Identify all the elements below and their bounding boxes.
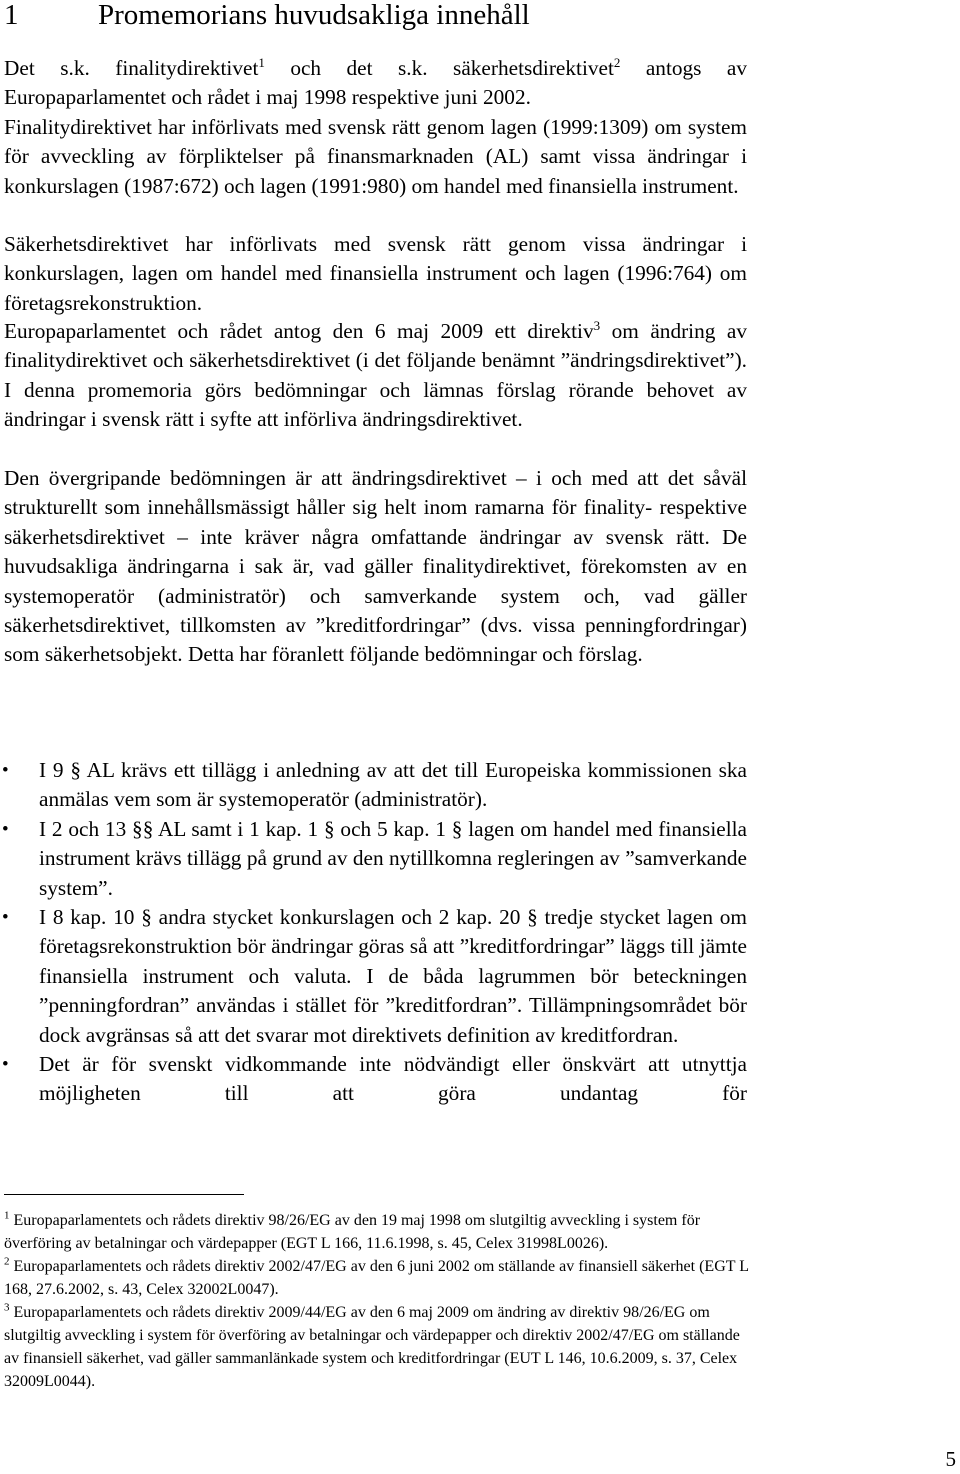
list-item-text: I 2 och 13 §§ AL samt i 1 kap. 1 § och 5 kap. 1 § lagen om handel med finansiella instrument krävs tillägg på grund av den nytillkomna regleringen av ”samverkande system”. (39, 816, 747, 900)
footnote-number: 2 (4, 1255, 10, 1268)
paragraph-amending-directive (4, 317, 747, 435)
paragraph-text: Europaparlamentet och rådet antog den 6 maj 2009 ett direktiv (4, 319, 594, 343)
footnote-3 (4, 1301, 749, 1393)
page-number: 5 (945, 1447, 956, 1471)
list-item (0, 1050, 747, 1109)
footnote-1 (4, 1209, 749, 1255)
bullet-icon: • (2, 760, 9, 781)
paragraph-directives-adopted (4, 54, 747, 113)
paragraph-overall-assessment: Den övergripande bedömningen är att ändringsdirektivet – i och med att det såväl strukturellt som innehållsmässigt håller sig helt inom ramarna för finality- respektive säkerhetsdirektivet – inte kräver några omfattande ändringar av svensk rätt. De huvudsakliga ändringarna i sak är, vad gäller finalitydirektivet, förekomsten av en systemoperatör (administratör) och samverkande system och, vad gäller säkerhetsdirektivet, tillkomsten av ”kreditfordringar” (dvs. vissa penningfordringar) som säkerhetsobjekt. Detta har föranlett följande bedömningar och förslag. (4, 466, 747, 667)
list-item-text: I 9 § AL krävs ett tillägg i anledning av att det till Europeiska kommissionen ska anmälas vem som är systemoperatör (administratör). (39, 758, 747, 812)
footnote-separator (4, 1194, 244, 1195)
list-item (0, 815, 747, 903)
bullet-icon: • (2, 1054, 9, 1076)
proposal-list (0, 756, 747, 1109)
paragraph-finality-implementation: Finalitydirektivet har införlivats med svensk rätt genom lagen (1999:1309) om system för avveckling av förpliktelser på finansmarknaden (AL) samt vissa ändringar i konkurslagen (1987:672) och lagen (1991:980) om handel med finansiella instrument. (4, 115, 747, 198)
paragraph-text: antogs av Europaparlamentet och rådet i maj 1998 respektive juni 2002. (4, 56, 748, 110)
list-item-text: I 8 kap. 10 § andra stycket konkurslagen och 2 kap. 20 § tredje stycket lagen om företagsrekonstruktion bör ändringar göras så att ”kreditfordringar” läggs till jämte finansiella instrument och valuta. I de båda lagrummen bör beteckningen ”penningfordran” användas i stället för ”kreditfordran”. Tillämpningsområdet bör dock avgränsas så att det svarar mot direktivets definition av kreditfordran. (39, 905, 747, 1047)
section-heading (4, 0, 530, 34)
footnotes (4, 1209, 749, 1393)
paragraph-text: och det s.k. säkerhetsdirektivet (264, 56, 614, 80)
bullet-icon: • (2, 818, 9, 840)
footnote-ref-2: 2 (613, 54, 621, 70)
list-item (0, 903, 747, 1050)
paragraph-collateral-implementation: Säkerhetsdirektivet har införlivats med svensk rätt genom vissa ändringar i konkurslagen, lagen om handel med finansiella instrument och lagen (1996:764) om företagsrekonstruktion. (4, 232, 747, 315)
section-number: 1 (4, 0, 19, 31)
paragraph-text: Det s.k. finalitydirektivet (4, 56, 259, 80)
footnote-2 (4, 1255, 749, 1301)
footnote-ref-1: 1 (258, 54, 265, 70)
footnote-text: Europaparlamentets och rådets direktiv 2009/44/EG av den 6 maj 2009 om ändring av direktiv 98/26/EG om slutgiltig avveckling i system för överföring av betalningar och värdepapper och direktiv 2002/47/EG om ställande av finansiell säkerhet, vad gäller sammanlänkade system och kreditfordringar (EUT L 146, 10.6.2009, s. 37, Celex 32009L0044). (4, 1304, 740, 1390)
list-item-text: Det är för svenskt vidkommande inte nödvändigt eller önskvärt att utnyttja möjligheten till att göra undantag för (39, 1052, 747, 1106)
footnote-number: 3 (4, 1301, 10, 1314)
footnote-ref-3: 3 (593, 317, 601, 333)
footnote-text: Europaparlamentets och rådets direktiv 2002/47/EG av den 6 juni 2002 om ställande av finansiell säkerhet (EGT L 168, 27.6.2002, s. 43, Celex 32002L0047). (4, 1258, 749, 1298)
footnote-number: 1 (4, 1209, 10, 1222)
bullet-icon: • (2, 907, 9, 929)
footnote-text: Europaparlamentets och rådets direktiv 98/26/EG av den 19 maj 1998 om slutgiltig avveckling i system för överföring av betalningar och värdepapper (EGT L 166, 11.6.1998, s. 45, Celex 31998L0026). (4, 1212, 701, 1252)
section-title: Promemorians huvudsakliga innehåll (98, 0, 530, 31)
paragraph-text: om ändring av finalitydirektivet och säkerhetsdirektivet (i det följande benämnt ”ändringsdirektivet”). I denna promemoria görs bedömningar och lämnas förslag rörande behovet av ändringar i svensk rätt i syfte att införliva ändringsdirektivet. (4, 319, 748, 432)
list-item (0, 756, 747, 815)
